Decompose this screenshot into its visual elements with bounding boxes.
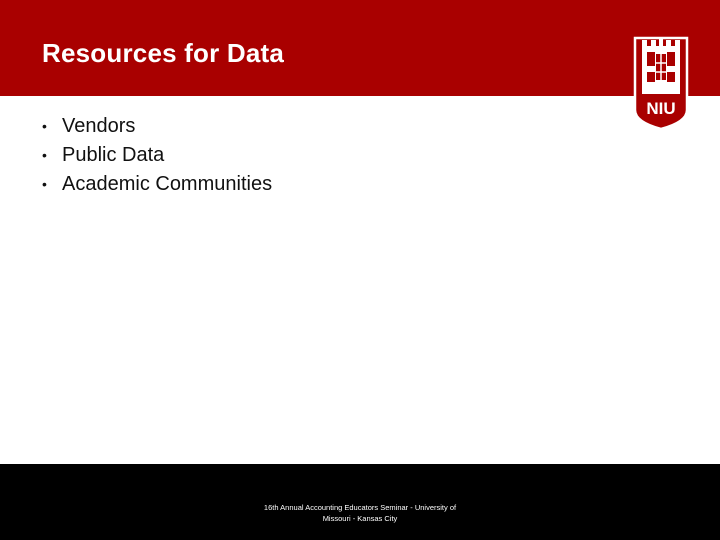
bullet-list [42,112,272,199]
bullet-icon: • [42,147,47,163]
footer-line-2: Missouri - Kansas City [322,514,398,523]
title-bar [0,0,720,96]
footer-line-1: 16th Annual Accounting Educators Seminar - University of [263,503,457,512]
niu-logo [632,36,690,130]
slide-title: Resources for Data [42,38,285,68]
bullet-text: Vendors [62,115,136,137]
footer-text [240,502,480,524]
list-item [42,141,272,170]
list-item [42,112,272,141]
bullet-text: Public Data [62,144,165,166]
bullet-icon: • [42,118,47,134]
bullet-text: Academic Communities [62,173,273,195]
bullet-icon: • [42,176,47,192]
svg-text:NIU: NIU [646,99,676,118]
niu-logo-icon [632,36,690,130]
footer-bar [0,464,720,540]
list-item [42,170,272,199]
